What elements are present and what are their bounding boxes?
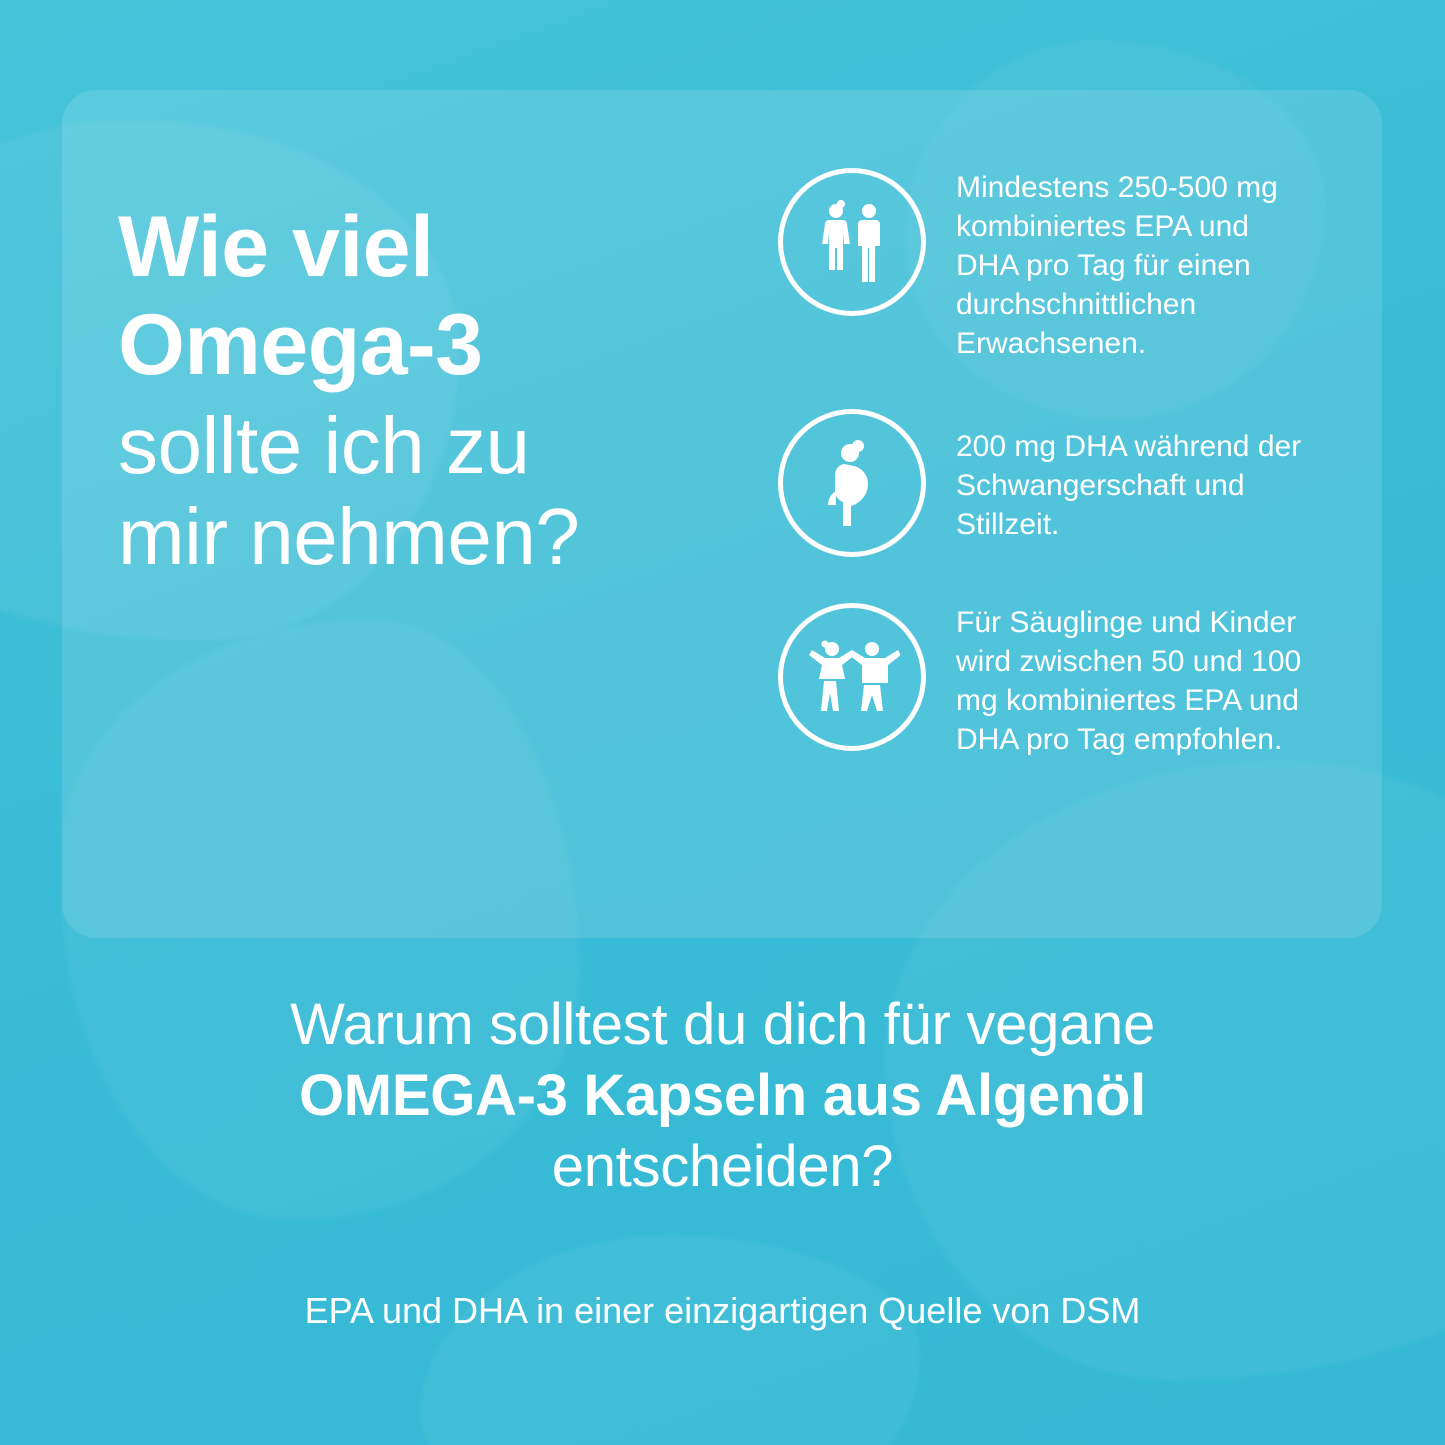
bottom-line-2: OMEGA-3 Kapseln aus Algenöl (298, 1062, 1146, 1128)
fact-item-adults (778, 168, 1338, 363)
tagline: EPA und DHA in einer einzigartigen Quelle von DSM (304, 1290, 1141, 1331)
fact-text-children: Für Säuglinge und Kinder wird zwischen 50 und 100 mg kombiniertes EPA und DHA pro Tag empfohlen. (956, 606, 1302, 756)
fact-item-children (778, 603, 1338, 759)
couple-adults-icon (778, 168, 926, 316)
facts-list (778, 146, 1338, 898)
headline-line-2: Omega-3 (118, 297, 483, 394)
bottom-question (0, 990, 1445, 1202)
pregnant-woman-icon (778, 409, 926, 557)
bottom-line-3: entscheiden? (551, 1133, 894, 1199)
headline-line-1: Wie viel (118, 199, 434, 295)
background-blob-bottom (420, 1235, 920, 1445)
info-card (62, 90, 1382, 938)
headline-line-4: mir nehmen? (118, 492, 580, 582)
fact-text-pregnancy: 200 mg DHA während der Schwangerschaft und Stillzeit. (956, 430, 1302, 541)
headline-block (118, 146, 778, 898)
fact-text-adults: Mindestens 250-500 mg kombiniertes EPA und DHA pro Tag für einen durchschnittlichen Erwachsenen. (956, 171, 1278, 360)
headline-line-3: sollte ich zu (118, 401, 530, 491)
fact-item-pregnancy (778, 409, 1338, 557)
children-icon (778, 603, 926, 751)
bottom-line-1: Warum solltest du dich für vegane (290, 992, 1155, 1057)
page-title (118, 198, 778, 582)
